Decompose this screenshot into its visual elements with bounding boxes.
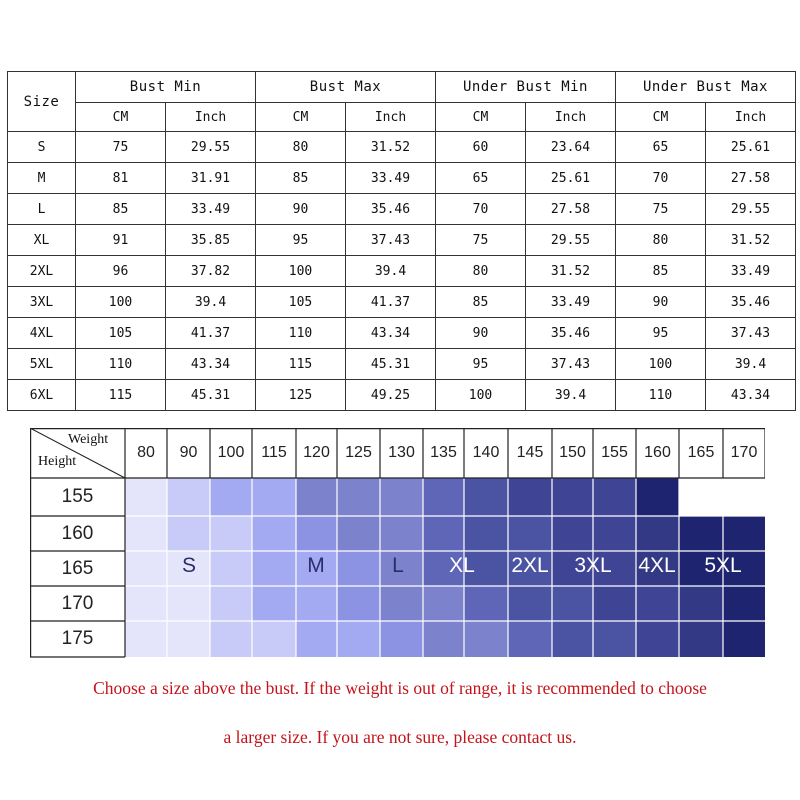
- unit-header-inch: Inch: [346, 103, 436, 132]
- measurement-cell: 25.61: [706, 132, 796, 163]
- size-color-cell: [636, 621, 679, 657]
- measurement-cell: 31.52: [526, 256, 616, 287]
- weight-header-cell: 120: [303, 444, 330, 461]
- size-row-s: [8, 132, 796, 163]
- size-color-cell: [167, 621, 210, 657]
- measurement-cell: 105: [256, 287, 346, 318]
- size-color-cell: [167, 516, 210, 551]
- size-color-cell: [210, 621, 252, 657]
- measurement-cell: 45.31: [346, 349, 436, 380]
- measurement-cell: 115: [256, 349, 346, 380]
- size-color-cell: [508, 621, 552, 657]
- measurement-cell: 80: [616, 225, 706, 256]
- measurement-cell: 125: [256, 380, 346, 411]
- measurement-cell: 100: [76, 287, 166, 318]
- size-color-cell: [552, 516, 593, 551]
- measurement-cell: 31.91: [166, 163, 256, 194]
- size-table-body: [8, 132, 796, 411]
- size-cell: 6XL: [8, 380, 76, 411]
- measurement-cell: 31.52: [706, 225, 796, 256]
- size-zone-label: 3XL: [574, 554, 612, 577]
- size-color-cell: [464, 516, 508, 551]
- measurement-cell: 33.49: [706, 256, 796, 287]
- size-color-cell: [125, 516, 167, 551]
- size-color-cell: [380, 478, 423, 516]
- size-color-cell: [552, 478, 593, 516]
- measurement-cell: 45.31: [166, 380, 256, 411]
- size-color-cell: [210, 516, 252, 551]
- measurement-cell: 29.55: [166, 132, 256, 163]
- size-color-cell: [380, 621, 423, 657]
- measurement-cell: 60: [436, 132, 526, 163]
- weight-header-cell: 90: [179, 444, 198, 461]
- measurement-cell: 110: [256, 318, 346, 349]
- measurement-cell: 95: [256, 225, 346, 256]
- size-color-cell: [508, 478, 552, 516]
- measurement-cell: 95: [616, 318, 706, 349]
- group-header-under-bust-max: Under Bust Max: [616, 72, 796, 103]
- group-header-bust-max: Bust Max: [256, 72, 436, 103]
- weight-header-cell: 145: [516, 444, 544, 461]
- size-color-cell: [423, 586, 464, 621]
- size-color-cell: [252, 586, 296, 621]
- measurement-cell: 35.46: [526, 318, 616, 349]
- size-zone-label: 5XL: [704, 554, 742, 577]
- size-color-cell: [423, 516, 464, 551]
- measurement-cell: 31.52: [346, 132, 436, 163]
- weight-header-cell: 165: [687, 444, 715, 461]
- size-color-cell: [252, 516, 296, 551]
- weight-header-cell: 160: [644, 444, 671, 461]
- size-color-cell: [296, 478, 337, 516]
- measurement-cell: 65: [436, 163, 526, 194]
- measurement-cell: 75: [436, 225, 526, 256]
- unit-header-cm: CM: [256, 103, 346, 132]
- measurement-cell: 39.4: [166, 287, 256, 318]
- measurement-cell: 37.82: [166, 256, 256, 287]
- measurement-cell: 41.37: [166, 318, 256, 349]
- size-cell: M: [8, 163, 76, 194]
- size-cell: 5XL: [8, 349, 76, 380]
- size-color-cell: [636, 586, 679, 621]
- measurement-cell: 91: [76, 225, 166, 256]
- weight-header-cell: 130: [388, 444, 415, 461]
- measurement-cell: 110: [76, 349, 166, 380]
- measurement-cell: 39.4: [346, 256, 436, 287]
- size-color-cell: [593, 621, 636, 657]
- measurement-cell: 23.64: [526, 132, 616, 163]
- measurement-cell: 90: [436, 318, 526, 349]
- measurement-cell: 39.4: [706, 349, 796, 380]
- size-color-cell: [679, 478, 723, 516]
- measurement-cell: 35.85: [166, 225, 256, 256]
- measurement-cell: 85: [436, 287, 526, 318]
- size-color-cell: [636, 516, 679, 551]
- measurement-cell: 96: [76, 256, 166, 287]
- unit-header-cm: CM: [436, 103, 526, 132]
- measurement-cell: 65: [616, 132, 706, 163]
- weight-axis-label: Weight: [68, 432, 109, 447]
- height-row-label: 160: [61, 522, 94, 544]
- size-row-5xl: [8, 349, 796, 380]
- weight-header-cell: 125: [345, 444, 372, 461]
- size-color-cell: [508, 586, 552, 621]
- size-cell: L: [8, 194, 76, 225]
- size-color-cell: [464, 621, 508, 657]
- measurement-cell: 49.25: [346, 380, 436, 411]
- measurement-cell: 100: [436, 380, 526, 411]
- measurement-cell: 35.46: [346, 194, 436, 225]
- size-color-cell: [337, 478, 380, 516]
- size-column-header: Size: [8, 72, 76, 132]
- size-color-cell: [423, 621, 464, 657]
- size-color-cell: [636, 478, 679, 516]
- measurement-cell: 43.34: [166, 349, 256, 380]
- measurement-cell: 75: [76, 132, 166, 163]
- size-color-cell: [210, 586, 252, 621]
- size-zone-label: 4XL: [638, 554, 676, 577]
- group-header-bust-min: Bust Min: [76, 72, 256, 103]
- measurement-cell: 27.58: [526, 194, 616, 225]
- measurement-cell: 43.34: [346, 318, 436, 349]
- size-row-xl: [8, 225, 796, 256]
- height-row-label: 165: [61, 557, 94, 579]
- size-zone-label: L: [392, 554, 404, 577]
- size-row-2xl: [8, 256, 796, 287]
- measurement-cell: 37.43: [706, 318, 796, 349]
- size-color-cell: [380, 516, 423, 551]
- size-color-cell: [337, 621, 380, 657]
- measurement-cell: 37.43: [346, 225, 436, 256]
- height-axis-label: Height: [38, 454, 77, 469]
- size-note-line-1: Choose a size above the bust. If the weight is out of range, it is recommended to choose: [93, 678, 707, 698]
- size-color-cell: [167, 478, 210, 516]
- measurement-cell: 70: [616, 163, 706, 194]
- measurement-cell: 115: [76, 380, 166, 411]
- measurement-cell: 85: [616, 256, 706, 287]
- height-weight-grid: [30, 428, 765, 658]
- unit-header-inch: Inch: [706, 103, 796, 132]
- size-color-cell: [296, 621, 337, 657]
- height-row-label: 170: [61, 592, 94, 614]
- measurement-cell: 29.55: [526, 225, 616, 256]
- weight-header-cell: 115: [261, 444, 287, 461]
- measurement-cell: 81: [76, 163, 166, 194]
- measurement-cell: 100: [616, 349, 706, 380]
- size-color-cell: [679, 516, 723, 551]
- height-weight-grid-graphic: [30, 428, 765, 658]
- size-color-cell: [167, 586, 210, 621]
- size-color-cell: [679, 621, 723, 657]
- size-cell: S: [8, 132, 76, 163]
- size-row-4xl: [8, 318, 796, 349]
- weight-header-cell: 155: [601, 444, 628, 461]
- size-row-m: [8, 163, 796, 194]
- unit-header-inch: Inch: [526, 103, 616, 132]
- size-color-cell: [380, 586, 423, 621]
- size-color-cell: [552, 586, 593, 621]
- size-table: [7, 71, 796, 411]
- weight-header-cell: 100: [217, 444, 245, 461]
- unit-header-cm: CM: [76, 103, 166, 132]
- weight-header-cell: 80: [137, 444, 155, 461]
- size-color-cell: [679, 586, 723, 621]
- measurement-cell: 110: [616, 380, 706, 411]
- measurement-cell: 90: [256, 194, 346, 225]
- measurement-cell: 33.49: [346, 163, 436, 194]
- size-color-cell: [464, 478, 508, 516]
- size-color-cell: [593, 586, 636, 621]
- measurement-cell: 95: [436, 349, 526, 380]
- size-color-cell: [337, 586, 380, 621]
- measurement-cell: 80: [436, 256, 526, 287]
- size-color-cell: [337, 516, 380, 551]
- measurement-cell: 85: [256, 163, 346, 194]
- height-row-label: 155: [61, 486, 94, 507]
- measurement-cell: 70: [436, 194, 526, 225]
- measurement-cell: 35.46: [706, 287, 796, 318]
- size-color-cell: [210, 478, 252, 516]
- unit-header-inch: Inch: [166, 103, 256, 132]
- size-color-cell: [723, 516, 765, 551]
- weight-header-cell: 150: [559, 444, 586, 461]
- size-color-cell: [593, 478, 636, 516]
- size-color-cell: [252, 478, 296, 516]
- size-zone-label: S: [181, 554, 196, 577]
- size-color-cell: [593, 516, 636, 551]
- size-color-cell: [423, 478, 464, 516]
- weight-header-cell: 140: [472, 444, 500, 461]
- size-color-cell: [125, 621, 167, 657]
- size-color-cell: [125, 478, 167, 516]
- size-cell: 4XL: [8, 318, 76, 349]
- size-color-cell: [508, 516, 552, 551]
- size-color-cell: [723, 621, 765, 657]
- size-row-3xl: [8, 287, 796, 318]
- size-cell: 3XL: [8, 287, 76, 318]
- size-cell: XL: [8, 225, 76, 256]
- size-color-cell: [552, 621, 593, 657]
- size-row-l: [8, 194, 796, 225]
- size-zone-label: XL: [449, 554, 475, 577]
- measurement-cell: 75: [616, 194, 706, 225]
- measurement-cell: 39.4: [526, 380, 616, 411]
- measurement-cell: 41.37: [346, 287, 436, 318]
- group-header-under-bust-min: Under Bust Min: [436, 72, 616, 103]
- measurement-cell: 33.49: [166, 194, 256, 225]
- measurement-cell: 29.55: [706, 194, 796, 225]
- size-color-cell: [296, 516, 337, 551]
- size-cell: 2XL: [8, 256, 76, 287]
- size-zone-label: M: [307, 554, 325, 577]
- size-color-cell: [125, 586, 167, 621]
- size-color-cell: [252, 621, 296, 657]
- size-color-cell: [723, 586, 765, 621]
- measurement-cell: 27.58: [706, 163, 796, 194]
- measurement-cell: 90: [616, 287, 706, 318]
- measurement-cell: 80: [256, 132, 346, 163]
- weight-header-cell: 135: [430, 444, 457, 461]
- size-color-cell: [464, 586, 508, 621]
- measurement-cell: 37.43: [526, 349, 616, 380]
- measurement-cell: 25.61: [526, 163, 616, 194]
- weight-header-cell: 170: [730, 444, 758, 461]
- measurement-cell: 105: [76, 318, 166, 349]
- measurement-cell: 100: [256, 256, 346, 287]
- measurement-cell: 43.34: [706, 380, 796, 411]
- unit-header-cm: CM: [616, 103, 706, 132]
- measurement-cell: 33.49: [526, 287, 616, 318]
- height-row-label: 175: [61, 628, 94, 649]
- size-zone-label: 2XL: [511, 554, 549, 577]
- size-color-cell: [723, 478, 765, 516]
- size-row-6xl: [8, 380, 796, 411]
- size-color-cell: [296, 586, 337, 621]
- size-note-line-2: a larger size. If you are not sure, please contact us.: [223, 727, 577, 747]
- measurement-cell: 85: [76, 194, 166, 225]
